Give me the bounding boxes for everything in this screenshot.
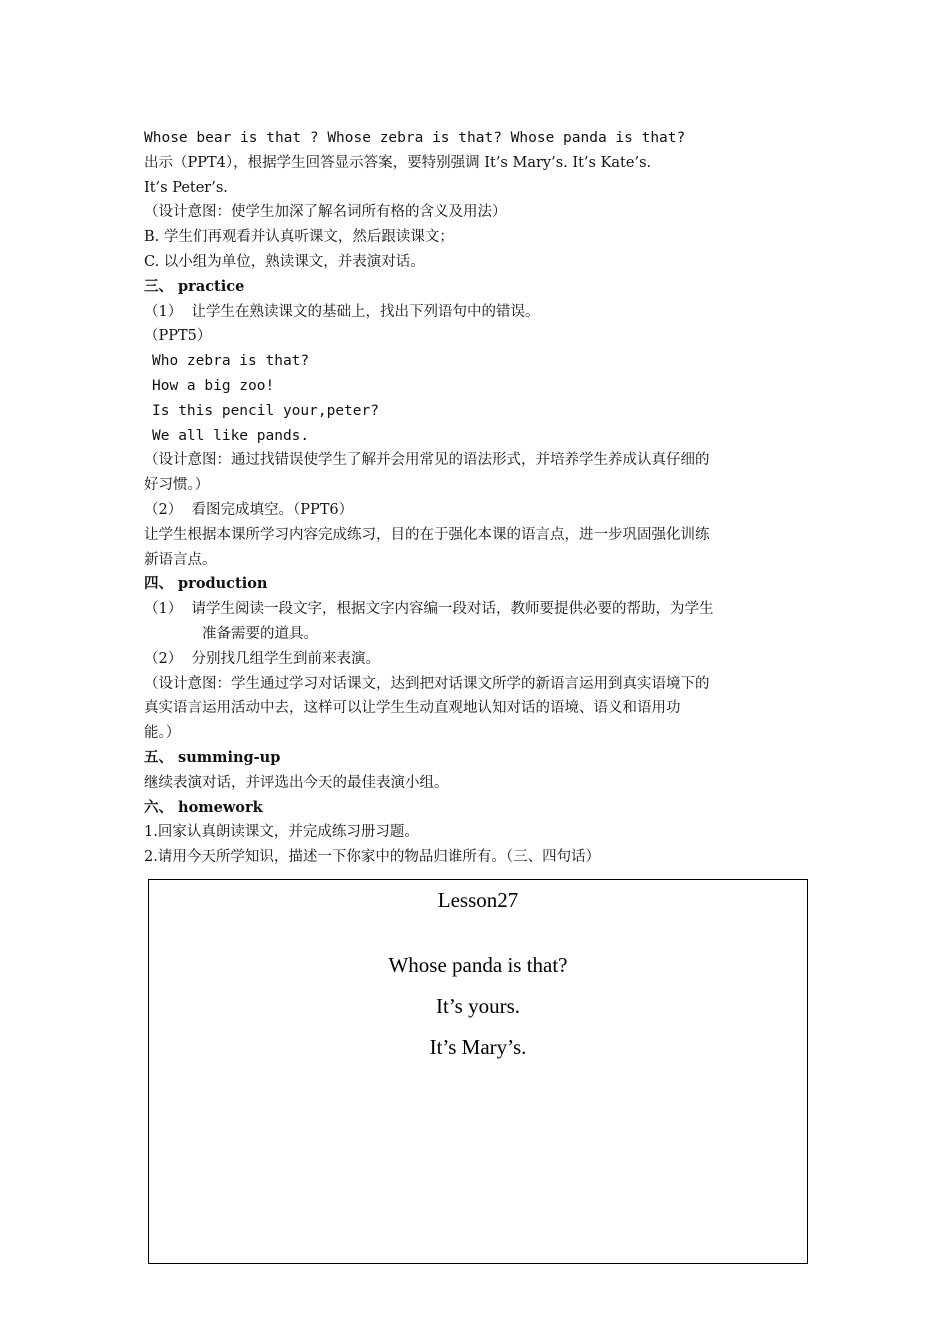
blackboard-design-box	[148, 879, 808, 1264]
text-line: 新语言点。	[144, 551, 217, 568]
text-line: 出示（PPT4），根据学生回答显示答案，要特别强调 It’s Mary’s. It’s Kate’s.	[144, 154, 652, 171]
text-line: （1） 让学生在熟读课文的基础上，找出下列语句中的错误。	[144, 303, 540, 320]
text-line: 继续表演对话，并评选出今天的最佳表演小组。	[144, 774, 449, 791]
section-heading-homework: 六、 homework	[144, 798, 263, 816]
text-line: 准备需要的道具。	[202, 625, 318, 642]
document-body	[144, 126, 810, 870]
section-heading-practice: 三、 practice	[144, 277, 245, 295]
text-line: 真实语言运用活动中去，这样可以让学生生动直观地认知对话的语境、语义和语用功	[144, 700, 681, 717]
text-line: （PPT5）	[144, 328, 212, 345]
error-sentence: Who zebra is that?	[152, 353, 310, 370]
design-intent-note: （设计意图：学生通过学习对话课文，达到把对话课文所学的新语言运用到真实语境下的	[144, 675, 710, 692]
text-line: （2） 分别找几组学生到前来表演。	[144, 650, 380, 667]
text-line: （1） 请学生阅读一段文字，根据文字内容编一段对话，教师要提供必要的帮助，为学生	[144, 601, 714, 618]
design-intent-note: （设计意图：使学生加深了解名词所有格的含义及用法）	[144, 204, 507, 221]
error-sentence: We all like pands.	[152, 427, 310, 444]
design-intent-note: （设计意图：通过找错误使学生了解并会用常见的语法形式，并培养学生养成认真仔细的	[144, 452, 710, 469]
board-question: Whose panda is that?	[388, 953, 568, 977]
text-line: Whose bear is that ? Whose zebra is that? Whose panda is that?	[144, 130, 686, 146]
text-line: It’s Peter’s.	[144, 179, 228, 196]
lesson-title: Lesson27	[437, 888, 519, 912]
section-heading-production: 四、 production	[144, 575, 268, 593]
homework-item: 2.请用今天所学知识，描述一下你家中的物品归谁所有。（三、四句话）	[144, 849, 601, 866]
homework-item: 1.回家认真朗读课文，并完成练习册习题。	[144, 824, 419, 841]
text-line: 让学生根据本课所学习内容完成练习，目的在于强化本课的语言点，进一步巩固强化训练	[144, 526, 710, 543]
error-sentence: How a big zoo!	[152, 377, 275, 394]
text-line: （2） 看图完成填空。（PPT6）	[144, 501, 354, 518]
board-answer: It’s Mary’s.	[429, 1035, 527, 1059]
section-heading-summing-up: 五、 summing-up	[144, 748, 281, 766]
text-line: C. 以小组为单位，熟读课文，并表演对话。	[144, 253, 425, 270]
board-answer: It’s yours.	[436, 994, 520, 1018]
text-line: B. 学生们再观看并认真听课文，然后跟读课文；	[144, 229, 454, 246]
text-line: 好习惯。）	[144, 477, 210, 494]
text-line: 能。）	[144, 725, 181, 742]
error-sentence: Is this pencil your,peter?	[152, 402, 379, 419]
